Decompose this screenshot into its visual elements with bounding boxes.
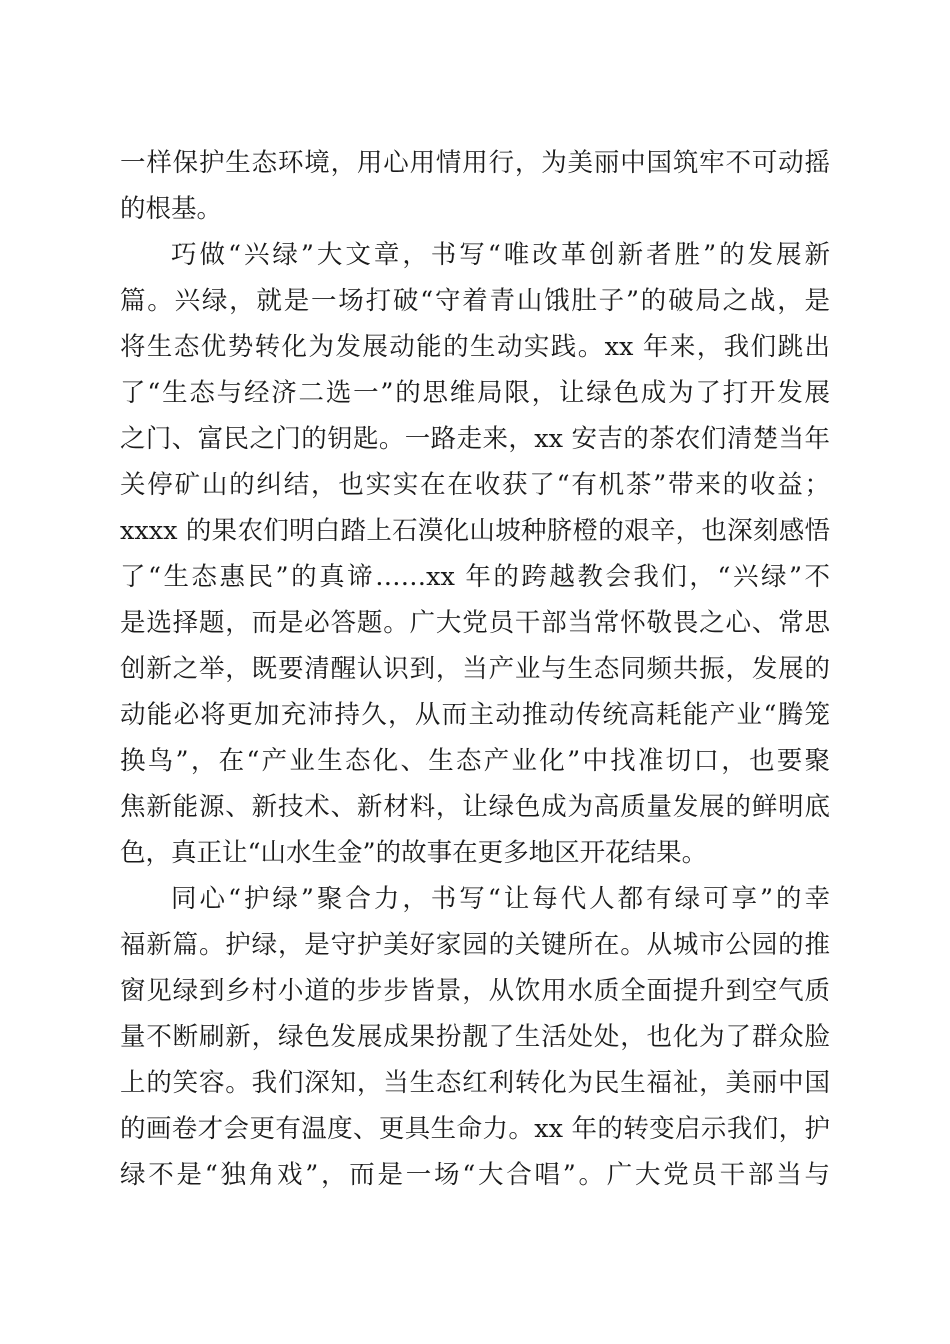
text-line: 的根基。 xyxy=(120,194,223,224)
text-line: 同心“护绿”聚合力，书写“让每代人都有绿可享”的幸 xyxy=(171,884,830,914)
text-line: 创新之举，既要清醒认识到，当产业与生态同频共振，发展的 xyxy=(120,654,830,684)
paragraph-3 xyxy=(120,876,830,1198)
text-line: 换鸟”，在“产业生态化、生态产业化”中找准切口，也要聚 xyxy=(120,746,830,776)
document-body xyxy=(120,140,830,1198)
text-line: 是选择题，而是必答题。广大党员干部当常怀敬畏之心、常思 xyxy=(120,608,830,638)
text-line: 了“生态与经济二选一”的思维局限，让绿色成为了打开发展 xyxy=(120,378,830,408)
text-line: 量不断刷新，绿色发展成果扮靓了生活处处，也化为了群众脸 xyxy=(120,1022,830,1052)
text-line: 的画卷才会更有温度、更具生命力。xx 年的转变启示我们，护 xyxy=(120,1114,830,1144)
text-line: 绿不是“独角戏”，而是一场“大合唱”。广大党员干部当与 xyxy=(120,1160,830,1190)
text-line: 动能必将更加充沛持久，从而主动推动传统高耗能产业“腾笼 xyxy=(120,700,830,730)
paragraph-2 xyxy=(120,232,830,876)
text-line: 上的笑容。我们深知，当生态红利转化为民生福祉，美丽中国 xyxy=(120,1068,830,1098)
paragraph-1 xyxy=(120,140,830,232)
text-line: 色，真正让“山水生金”的故事在更多地区开花结果。 xyxy=(120,838,708,868)
text-line: 巧做“兴绿”大文章，书写“唯改革创新者胜”的发展新 xyxy=(171,240,830,270)
text-line: 关停矿山的纠结，也实实在在收获了“有机茶”带来的收益； xyxy=(120,470,830,500)
text-line: 窗见绿到乡村小道的步步皆景，从饮用水质全面提升到空气质 xyxy=(120,976,830,1006)
text-line: 福新篇。护绿，是守护美好家园的关键所在。从城市公园的推 xyxy=(120,930,830,960)
text-line: 篇。兴绿，就是一场打破“守着青山饿肚子”的破局之战，是 xyxy=(120,286,830,316)
text-line: 一样保护生态环境，用心用情用行，为美丽中国筑牢不可动摇 xyxy=(120,148,830,178)
text-line: 之门、富民之门的钥匙。一路走来，xx 安吉的茶农们清楚当年 xyxy=(120,424,830,454)
text-line: 了“生态惠民”的真谛……xx 年的跨越教会我们，“兴绿”不 xyxy=(120,562,830,592)
text-line: 将生态优势转化为发展动能的生动实践。xx 年来，我们跳出 xyxy=(120,332,830,362)
text-line: xxxx 的果农们明白踏上石漠化山坡种脐橙的艰辛，也深刻感悟 xyxy=(120,516,830,546)
text-line: 焦新能源、新技术、新材料，让绿色成为高质量发展的鲜明底 xyxy=(120,792,830,822)
